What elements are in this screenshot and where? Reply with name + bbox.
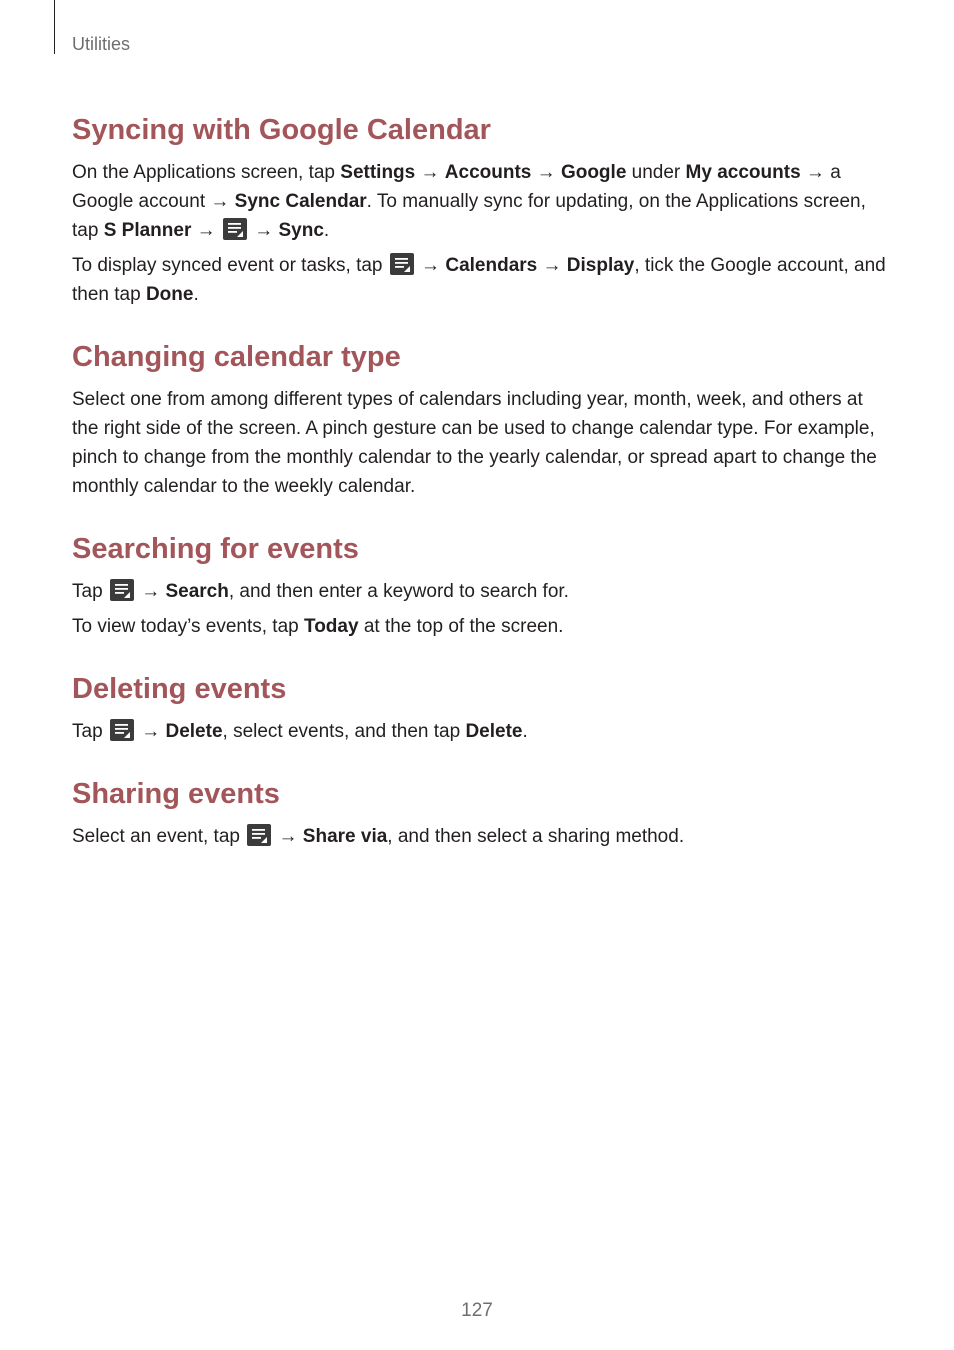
text: , and then enter a keyword to search for. [228,581,569,602]
section-deleting-events [72,667,892,746]
text: → [415,255,446,276]
menu-icon [110,719,134,741]
paragraph: Select one from among different types of calendars including year, month, week, and others at the right side of the screen. A pinch gesture can be used to change calendar type. For example, pinch to change from the monthly calendar to the yearly calendar, or spread apart to change the monthly calendar to the weekly calendar. [72,389,877,497]
text: → [531,162,561,183]
text: , and then select a sharing method. [387,826,685,847]
text: → [191,220,221,241]
text: → [248,220,279,241]
text: at the top of the screen. [358,616,564,637]
section-title: Changing calendar type [72,341,401,373]
text: . [193,284,199,305]
paragraph [72,717,892,746]
margin-rule [54,0,55,54]
text: To view today’s events, tap [72,616,304,637]
section-title: Searching for events [72,533,359,565]
ui-term: Settings [340,162,416,183]
ui-term: Today [304,616,359,637]
text: Tap [72,721,108,742]
section-title: Syncing with Google Calendar [72,114,491,146]
text: . To manually sync for updating, on the Applications screen, tap [72,191,866,241]
ui-term: Sync Calendar [234,191,367,212]
paragraph [72,822,892,851]
menu-icon [390,253,414,275]
text: under [626,162,686,183]
menu-icon [110,579,134,601]
ui-term: My accounts [685,162,801,183]
ui-term: Delete [165,721,223,742]
menu-icon [247,824,271,846]
page-content [72,108,892,877]
paragraph [72,251,892,309]
ui-term: Delete [465,721,523,742]
text: , tick the Google account, and then tap [72,255,886,305]
text: → [415,162,445,183]
section-title: Deleting events [72,673,287,705]
section-changing-calendar-type [72,335,892,501]
ui-term: Accounts [444,162,532,183]
page-number: 127 [461,1300,493,1321]
section-searching-events [72,527,892,641]
chapter-header: Utilities [72,34,131,54]
text: To display synced event or tasks, tap [72,255,388,276]
ui-term: S Planner [103,220,192,241]
text: Tap [72,581,108,602]
section-title: Sharing events [72,778,280,810]
paragraph [72,577,892,606]
text: → [537,255,567,276]
text: On the Applications screen, tap [72,162,341,183]
ui-term: Sync [278,220,324,241]
paragraph [72,612,892,641]
text: . [522,721,528,742]
ui-term: Share via [302,826,388,847]
text: . [323,220,330,241]
text: → [273,826,303,847]
ui-term: Calendars [445,255,538,276]
paragraph [72,158,892,245]
text: → a Google account → [72,162,841,212]
menu-icon [223,218,247,240]
ui-term: Display [566,255,635,276]
section-syncing-google-calendar [72,108,892,309]
text: → [135,581,166,602]
ui-term: Search [165,581,229,602]
text: → [135,721,166,742]
ui-term: Done [145,284,194,305]
ui-term: Google [560,162,627,183]
text: Select an event, tap [72,826,246,847]
section-sharing-events [72,772,892,851]
text: , select events, and then tap [222,721,466,742]
